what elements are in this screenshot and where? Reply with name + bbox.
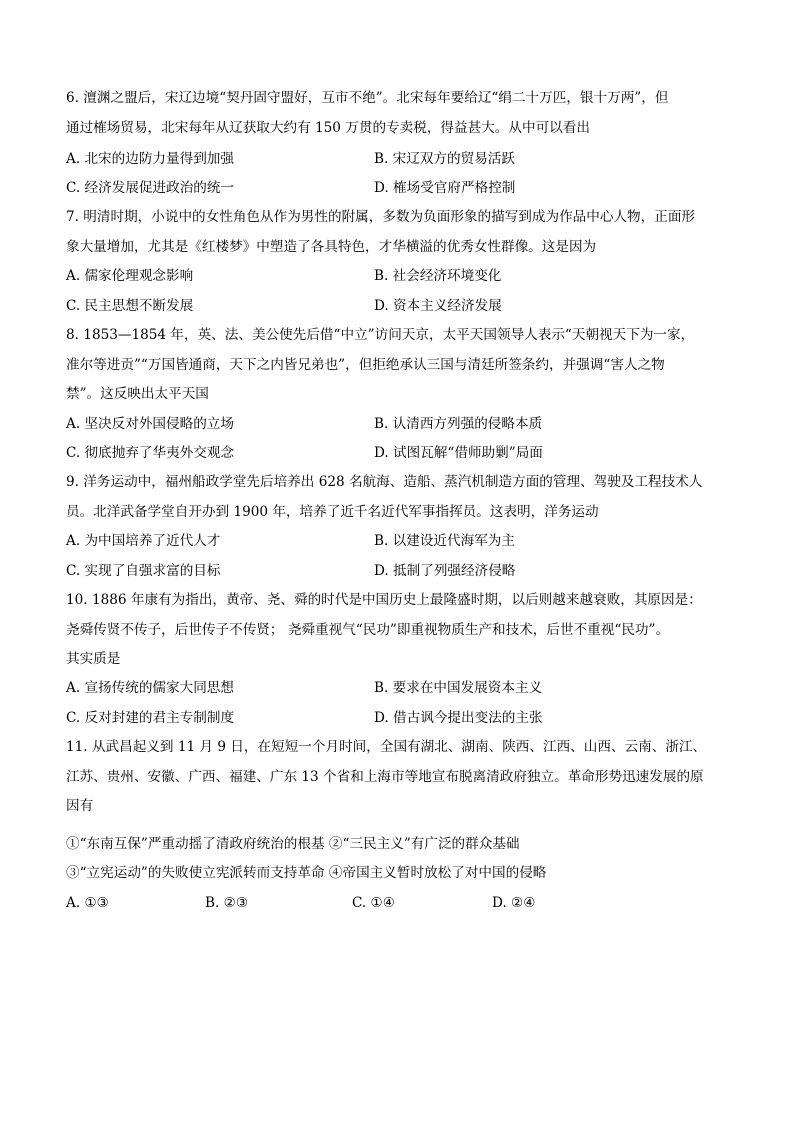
q9-stem-line-1: 9. 洋务运动中，福州船政学堂先后培养出 628 名航海、造船、蒸汽机制造方面的管理、驾驶及工程技术人 (66, 474, 703, 490)
q8-stem-line-2: 准尔等进贡”“万国皆通商，天下之内皆兄弟也”，但拒绝承认三国与清廷所签条约，并强调“害人之物 (66, 357, 665, 373)
q6-option-a: A. 北宋的边防力量得到加强 (66, 151, 234, 167)
q10-stem-line-3: 其实质是 (66, 651, 121, 667)
q9-stem-line-2: 员。北洋武备学堂自开办到 1900 年，培养了近千名近代军事指挥员。这表明，洋务运动 (66, 504, 599, 520)
q6-option-d: D. 榷场受官府严格控制 (374, 180, 516, 196)
q6-option-c: C. 经济发展促进政治的统一 (66, 180, 235, 196)
q8-option-b: B. 认清西方列强的侵略本质 (374, 416, 543, 432)
q10-option-c: C. 反对封建的君主专制制度 (66, 710, 235, 726)
q9-option-a: A. 为中国培养了近代人才 (66, 533, 221, 549)
q7-option-a: A. 儒家伦理观念影响 (66, 268, 194, 284)
q7-option-c: C. 民主思想不断发展 (66, 298, 194, 314)
q11-stem-line-2: 江苏、贵州、安徽、广西、福建、广东 13 个省和上海市等地宣布脱离清政府独立。革命形势迅速发展的原 (66, 769, 704, 785)
q6-stem-line-2: 通过榷场贸易，北宋每年从辽获取大约有 150 万贯的专卖税，得益甚大。从中可以看出 (66, 120, 590, 136)
q11-option-b: B. ②③ (205, 895, 249, 911)
q6-stem-line-1: 6. 澶渊之盟后，宋辽边境“契丹固守盟好，互市不绝”。北宋每年要给辽“绢二十万匹，银十万两”，但 (66, 90, 669, 106)
q7-option-b: B. 社会经济环境变化 (374, 268, 502, 284)
q11-stem-line-3: 因有 (66, 798, 94, 814)
q7-stem-line-2: 象大量增加，尤其是《红楼梦》中塑造了各具特色，才华横溢的优秀女性群像。这是因为 (66, 239, 597, 255)
q8-option-a: A. 坚决反对外国侵略的立场 (66, 416, 234, 432)
q10-option-b: B. 要求在中国发展资本主义 (374, 680, 543, 696)
q11-option-a: A. ①③ (66, 895, 109, 911)
q9-option-c: C. 实现了自强求富的目标 (66, 563, 221, 579)
q11-statement-line-1: ①“东南互保”严重动摇了清政府统治的根基 ②“三民主义”有广泛的群众基础 (66, 836, 520, 852)
q11-option-c: C. ①④ (352, 895, 395, 911)
q8-stem-line-1: 8. 1853—1854 年，英、法、美公使先后借“中立”访问天京，太平天国领导人表示“天朝视天下为一家， (66, 327, 695, 343)
q7-option-d: D. 资本主义经济发展 (374, 298, 502, 314)
q10-option-d: D. 借古讽今提出变法的主张 (374, 710, 543, 726)
q8-stem-line-3: 禁”。这反映出太平天国 (66, 386, 209, 402)
q8-option-c: C. 彻底抛弃了华夷外交观念 (66, 445, 235, 461)
q9-option-d: D. 抵制了列强经济侵略 (374, 563, 516, 579)
q6-option-b: B. 宋辽双方的贸易活跃 (374, 151, 515, 167)
q11-statement-line-2: ③“立宪运动”的失败使立宪派转而支持革命 ④帝国主义暂时放松了对中国的侵略 (66, 865, 547, 881)
q11-stem-line-1: 11. 从武昌起义到 11 月 9 日，在短短一个月时间，全国有湖北、湖南、陕西、江西、山西、云南、浙江、 (66, 739, 707, 755)
q10-stem-line-1: 10. 1886 年康有为指出，黄帝、尧、舜的时代是中国历史上最隆盛时期，以后则越来越衰败，其原因是： (66, 592, 702, 608)
q11-option-d: D. ②④ (492, 895, 536, 911)
q10-stem-line-2: 尧舜传贤不传子，后世传子不传贤； 尧舜重视气“民功”即重视物质生产和技术，后世不重视“民功”。 (66, 622, 670, 638)
q10-option-a: A. 宣扬传统的儒家大同思想 (66, 680, 234, 696)
q9-option-b: B. 以建设近代海军为主 (374, 533, 515, 549)
q8-option-d: D. 试图瓦解“借师助剿”局面 (374, 445, 543, 461)
q7-stem-line-1: 7. 明清时期，小说中的女性角色从作为男性的附属，多数为负面形象的描写到成为作品中心人物，正面形 (66, 209, 696, 225)
